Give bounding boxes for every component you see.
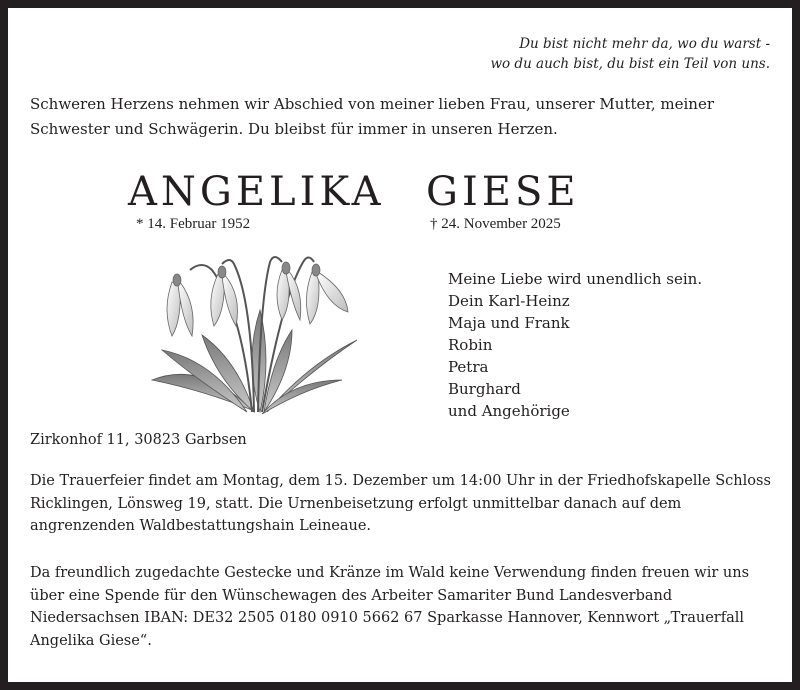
snowdrop-flowers-illustration	[142, 240, 362, 418]
first-name: ANGELIKA	[128, 169, 385, 215]
motto-quote	[490, 34, 770, 74]
mourners-line: Petra	[448, 358, 489, 376]
funeral-service-paragraph: Die Trauerfeier findet am Montag, dem 15. Dezember um 14:00 Uhr in der Friedhofskapelle Schloss Ricklingen, Lönsweg 19, statt. Die Urnenbeisetzung erfolgt unmittelbar danach auf dem angrenzenden Waldbestattungshain Leineaue.	[30, 473, 771, 534]
mourners-line: Robin	[448, 336, 493, 354]
birth-date: * 14. Februar 1952	[136, 216, 251, 232]
motto-line: wo du auch bist, du bist ein Teil von uns.	[490, 56, 770, 72]
donation-paragraph: Da freundlich zugedachte Gestecke und Kränze im Wald keine Verwendung finden freuen wir uns über eine Spende für den Wünschewagen des Arbeiter Samariter Bund Landesverband Niedersachsen IBAN: DE32 2505 0180 0910 5662 67 Sparkasse Hannover, Kennwort „Trauerfall Angelika Giese“.	[30, 565, 750, 649]
last-name: GIESE	[426, 169, 580, 215]
mourners-line: Meine Liebe wird unendlich sein.	[448, 270, 703, 288]
obituary-notice	[8, 8, 792, 682]
mourners-line: Dein Karl-Heinz	[448, 292, 570, 310]
motto-line: Du bist nicht mehr da, wo du warst -	[519, 36, 770, 52]
mourners-list	[448, 268, 702, 422]
mourners-line: Maja und Frank	[448, 314, 570, 332]
intro-text: Schweren Herzens nehmen wir Abschied von meiner lieben Frau, unserer Mutter, meiner Schwester und Schwägerin. Du bleibst für immer in unseren Herzen.	[30, 95, 715, 138]
address: Zirkonhof 11, 30823 Garbsen	[30, 432, 247, 448]
death-date: † 24. November 2025	[430, 216, 561, 232]
mourners-line: und Angehörige	[448, 402, 570, 420]
mourners-line: Burghard	[448, 380, 521, 398]
